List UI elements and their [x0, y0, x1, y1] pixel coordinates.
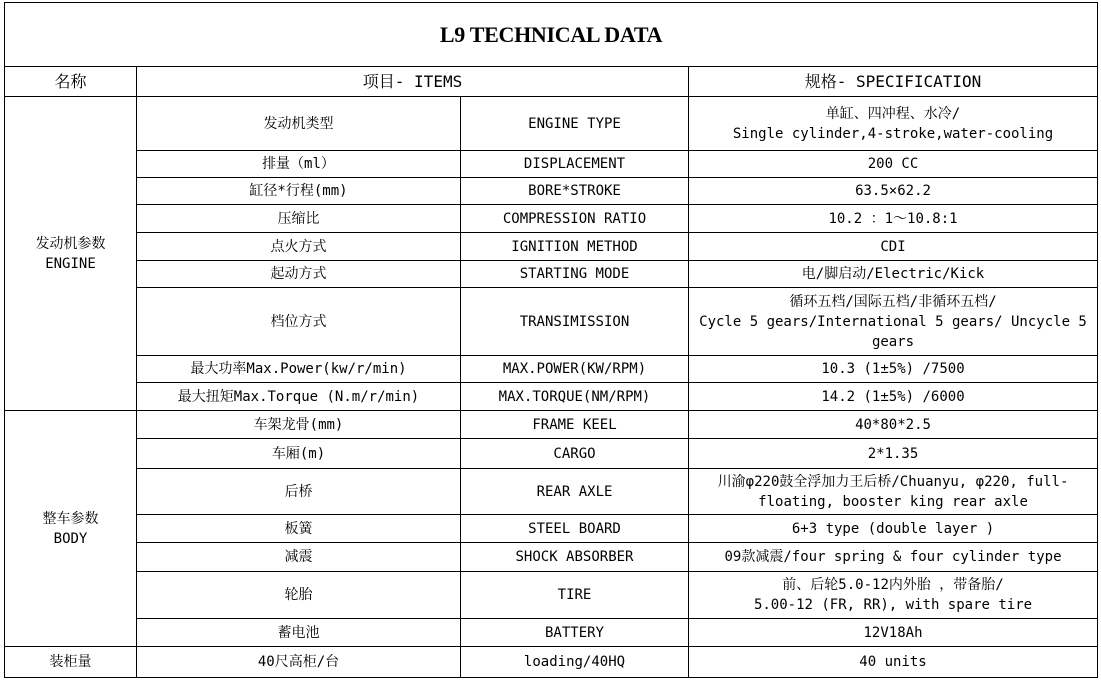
table-row	[5, 647, 1098, 678]
item-zh: 点火方式	[137, 233, 461, 261]
spec-cell: 电/脚启动/Electric/Kick	[689, 261, 1098, 288]
table-row	[5, 469, 1098, 515]
item-zh: 蓄电池	[137, 619, 461, 647]
spec-line: 单缸、四冲程、水冷/	[825, 105, 961, 122]
item-en: STARTING MODE	[461, 261, 689, 288]
table-row	[5, 151, 1098, 178]
group-engine-zh: 发动机参数	[35, 235, 106, 252]
header-items: 项目- ITEMS	[137, 67, 689, 97]
table-row	[5, 439, 1098, 469]
item-en: TIRE	[461, 572, 689, 619]
group-loading: 装柜量	[5, 647, 137, 678]
spec-cell: 川渝φ220鼓全浮加力王后桥/Chuanyu, φ220, full-floating, booster king rear axle	[689, 469, 1098, 515]
spec-cell: 12V18Ah	[689, 619, 1098, 647]
spec-cell	[689, 288, 1098, 356]
item-en: loading/40HQ	[461, 647, 689, 678]
header-spec: 规格- SPECIFICATION	[689, 67, 1098, 97]
item-en: COMPRESSION RATIO	[461, 205, 689, 233]
table-row	[5, 572, 1098, 619]
item-zh: 轮胎	[137, 572, 461, 619]
group-body	[5, 411, 137, 647]
group-engine	[5, 97, 137, 411]
group-engine-en: ENGINE	[45, 255, 96, 272]
spec-cell: CDI	[689, 233, 1098, 261]
item-en: CARGO	[461, 439, 689, 469]
spec-cell	[689, 572, 1098, 619]
spec-line: 5.00-12 (FR, RR), with spare tire	[753, 597, 1033, 613]
spec-cell: 2*1.35	[689, 439, 1098, 469]
spec-line: Cycle 5 gears/International 5 gears/ Uncycle 5 gears	[699, 313, 1087, 350]
item-en: FRAME KEEL	[461, 411, 689, 439]
table-row	[5, 383, 1098, 411]
item-en: ENGINE TYPE	[461, 97, 689, 151]
item-zh: 板簧	[137, 515, 461, 543]
group-body-zh: 整车参数	[42, 510, 99, 527]
item-en: BATTERY	[461, 619, 689, 647]
item-en: BORE*STROKE	[461, 178, 689, 205]
item-en: STEEL BOARD	[461, 515, 689, 543]
spec-cell: 10.2 ：1～10.8:1	[689, 205, 1098, 233]
header-row	[5, 67, 1098, 97]
item-en: DISPLACEMENT	[461, 151, 689, 178]
table-row	[5, 97, 1098, 151]
spec-cell: 10.3 (1±5%) /7500	[689, 356, 1098, 383]
header-name: 名称	[5, 67, 137, 97]
item-zh: 压缩比	[137, 205, 461, 233]
item-zh: 40尺高柜/台	[137, 647, 461, 678]
spec-cell: 09款减震/four spring & four cylinder type	[689, 543, 1098, 572]
table-row	[5, 619, 1098, 647]
table-row	[5, 261, 1098, 288]
item-zh: 车架龙骨(mm)	[137, 411, 461, 439]
table-row	[5, 515, 1098, 543]
table-row	[5, 543, 1098, 572]
spec-line: 循环五档/国际五档/非循环五档/	[789, 293, 997, 310]
item-zh: 减震	[137, 543, 461, 572]
table-row	[5, 288, 1098, 356]
item-zh: 车厢(m)	[137, 439, 461, 469]
page-title: L9 TECHNICAL DATA	[5, 3, 1098, 67]
spec-cell: 14.2 (1±5%) /6000	[689, 383, 1098, 411]
spec-cell: 6+3 type (double layer )	[689, 515, 1098, 543]
item-zh: 最大扭矩Max.Torque (N.m/r/min)	[137, 383, 461, 411]
item-zh: 缸径*行程(mm)	[137, 178, 461, 205]
spec-cell: 63.5×62.2	[689, 178, 1098, 205]
table-row	[5, 178, 1098, 205]
spec-cell: 200 CC	[689, 151, 1098, 178]
spec-cell: 40*80*2.5	[689, 411, 1098, 439]
spec-line: 前、后轮5.0-12内外胎 ，带备胎/	[782, 577, 1004, 593]
table-row	[5, 356, 1098, 383]
item-zh: 后桥	[137, 469, 461, 515]
item-zh: 排量（ml）	[137, 151, 461, 178]
table-row	[5, 205, 1098, 233]
item-zh: 最大功率Max.Power(kw/r/min)	[137, 356, 461, 383]
title-row	[5, 3, 1098, 67]
technical-data-table	[4, 2, 1098, 678]
item-zh: 发动机类型	[137, 97, 461, 151]
table-row	[5, 411, 1098, 439]
item-en: SHOCK ABSORBER	[461, 543, 689, 572]
spec-cell: 40 units	[689, 647, 1098, 678]
table-row	[5, 233, 1098, 261]
item-zh: 档位方式	[137, 288, 461, 356]
spec-line: Single cylinder,4-stroke,water-cooling	[732, 125, 1054, 142]
group-body-en: BODY	[53, 530, 88, 547]
item-zh: 起动方式	[137, 261, 461, 288]
item-en: MAX.POWER(KW/RPM)	[461, 356, 689, 383]
item-en: IGNITION METHOD	[461, 233, 689, 261]
spec-cell	[689, 97, 1098, 151]
item-en: REAR AXLE	[461, 469, 689, 515]
item-en: MAX.TORQUE(NM/RPM)	[461, 383, 689, 411]
item-en: TRANSIMISSION	[461, 288, 689, 356]
